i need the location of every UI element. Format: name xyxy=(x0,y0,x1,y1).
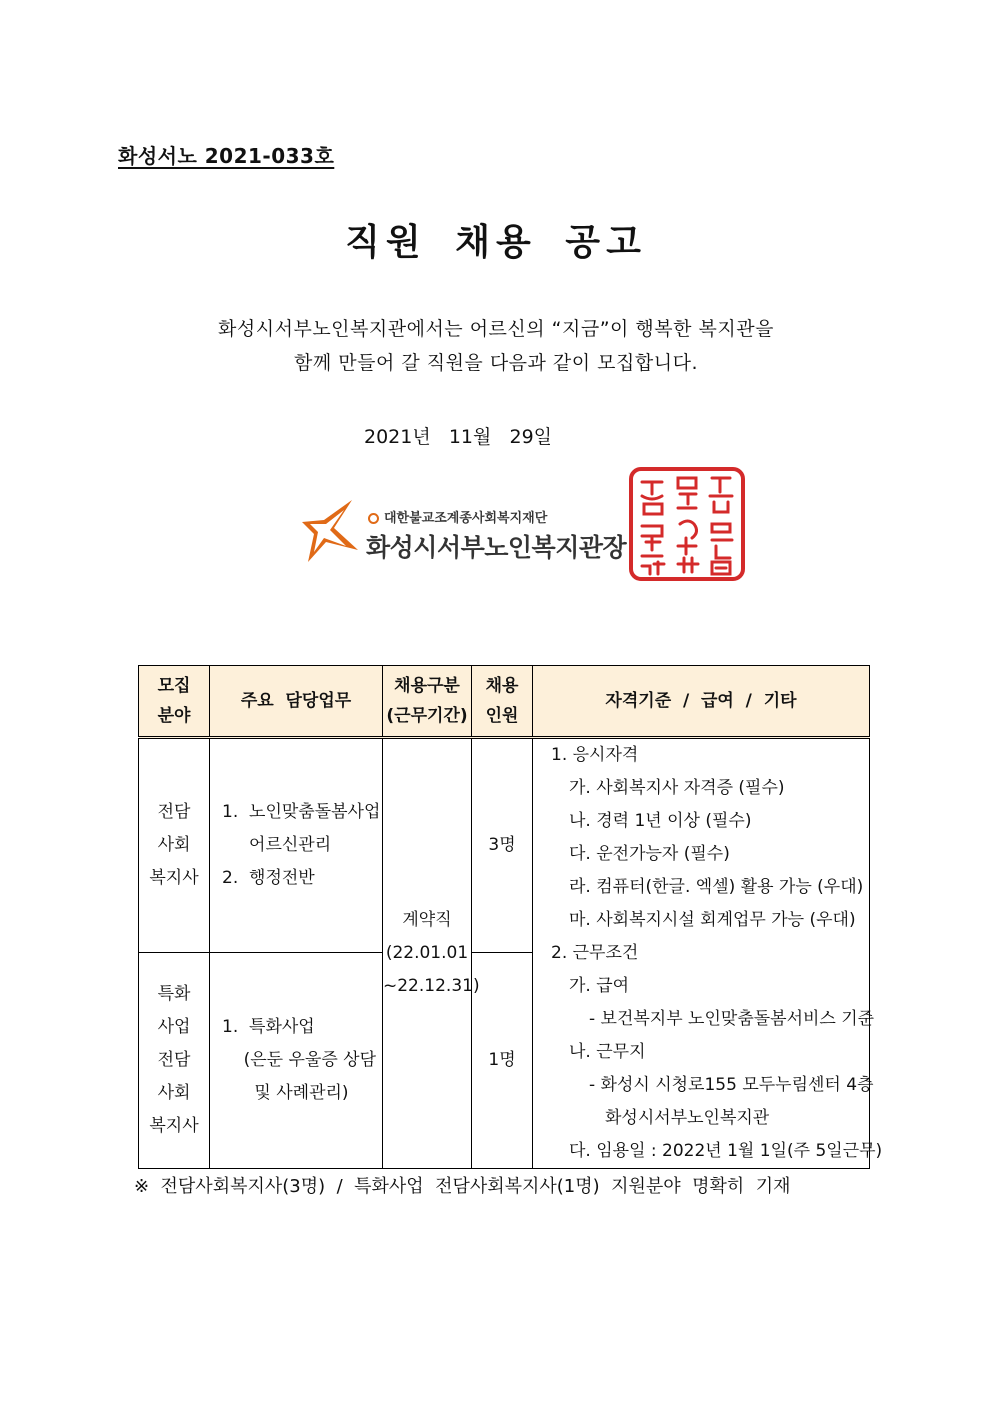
type-line: (22.01.01 xyxy=(385,943,469,963)
header-type-line-2: (근무기간) xyxy=(386,706,468,726)
intro-text xyxy=(0,312,992,380)
foundation-name xyxy=(368,507,547,526)
duties-cell xyxy=(210,738,383,953)
duty-line: 및 사례관리) xyxy=(222,1082,349,1103)
qual-line: 나. 근무지 xyxy=(569,1042,646,1062)
intro-line-1: 화성시서부노인복지관에서는 어르신의 “지금”이 행복한 복지관을 xyxy=(218,318,774,340)
header-field xyxy=(139,666,210,738)
header-duties: 주요 담당업무 xyxy=(210,666,383,738)
qual-line: 다. 임용일 : 2022년 1월 1일(주 5일근무) xyxy=(569,1141,883,1161)
duty-line: 어르신관리 xyxy=(222,834,332,855)
foundation-label: 대한불교조계종사회복지재단 xyxy=(384,511,548,526)
star-logo-icon xyxy=(300,498,362,564)
count-cell: 3명 xyxy=(472,738,533,953)
qual-line: 화성시서부노인복지관 xyxy=(605,1108,770,1128)
recruitment-table xyxy=(138,665,883,1169)
page-title: 직원 채용 공고 xyxy=(345,222,647,263)
header-field-line-2: 분야 xyxy=(157,706,191,726)
document-number: 화성서노 2021-033호 xyxy=(118,144,335,168)
count-cell: 1명 xyxy=(472,952,533,1168)
field-text: 사회 xyxy=(157,1082,191,1103)
field-text: 특화 xyxy=(157,983,191,1004)
qual-line: 2. 근무조건 xyxy=(551,943,639,963)
employment-type-cell xyxy=(383,738,480,1169)
field-cell xyxy=(139,952,210,1168)
notice-date: 2021년 11월 29일 xyxy=(364,426,553,448)
table-row xyxy=(139,738,870,953)
field-cell xyxy=(139,738,210,953)
field-text: 전담 xyxy=(157,1049,191,1070)
duty-line: (은둔 우울증 상담 xyxy=(222,1049,377,1070)
field-text: 사업 xyxy=(157,1016,191,1037)
duty-line: 1. 노인맞춤돌봄사업 xyxy=(222,801,381,822)
header-type-line-1: 채용구분 xyxy=(394,676,460,696)
header-qualification: 자격기준 / 급여 / 기타 xyxy=(533,666,870,738)
qual-line: 가. 급여 xyxy=(569,976,630,996)
qual-line: 다. 운전가능자 (필수) xyxy=(569,844,730,864)
header-field-line-1: 모집 xyxy=(157,676,191,696)
field-text: 사회 xyxy=(157,834,191,855)
header-count xyxy=(472,666,533,738)
duties-cell xyxy=(210,952,383,1168)
footnote: ※ 전담사회복지사(3명) / 특화사업 전담사회복지사(1명) 지원분야 명확히 기재 xyxy=(134,1176,791,1197)
organization-logo xyxy=(300,498,630,568)
seal-stamp-icon xyxy=(628,466,746,582)
type-line: 계약직 xyxy=(402,910,452,930)
qual-line: 마. 사회복지시설 회계업무 가능 (우대) xyxy=(569,910,856,930)
qual-line: 라. 컴퓨터(한글. 엑셀) 활용 가능 (우대) xyxy=(569,877,864,897)
field-text: 복지사 xyxy=(149,1115,199,1136)
center-name: 화성시서부노인복지관장 xyxy=(366,533,627,562)
qualification-cell xyxy=(533,738,883,1169)
qual-line: - 보건복지부 노인맞춤돌봄서비스 기준 xyxy=(589,1009,875,1029)
qual-line: - 화성시 시청로155 모두누림센터 4층 xyxy=(589,1075,874,1095)
duty-line: 2. 행정전반 xyxy=(222,867,315,888)
type-line: ~22.12.31) xyxy=(383,976,480,996)
dharma-wheel-icon xyxy=(368,513,379,524)
field-text: 전담 xyxy=(157,801,191,822)
qual-line: 나. 경력 1년 이상 (필수) xyxy=(569,811,752,831)
qual-line: 1. 응시자격 xyxy=(551,745,639,765)
qual-line: 가. 사회복지사 자격증 (필수) xyxy=(569,778,785,798)
header-count-line-1: 채용 xyxy=(485,676,519,696)
duty-line: 1. 특화사업 xyxy=(222,1016,315,1037)
table-header-row xyxy=(139,666,870,738)
official-seal xyxy=(628,466,746,586)
intro-line-2: 함께 만들어 갈 직원을 다음과 같이 모집합니다. xyxy=(293,352,698,374)
header-type xyxy=(383,666,472,738)
field-text: 복지사 xyxy=(149,867,199,888)
header-count-line-2: 인원 xyxy=(485,706,519,726)
